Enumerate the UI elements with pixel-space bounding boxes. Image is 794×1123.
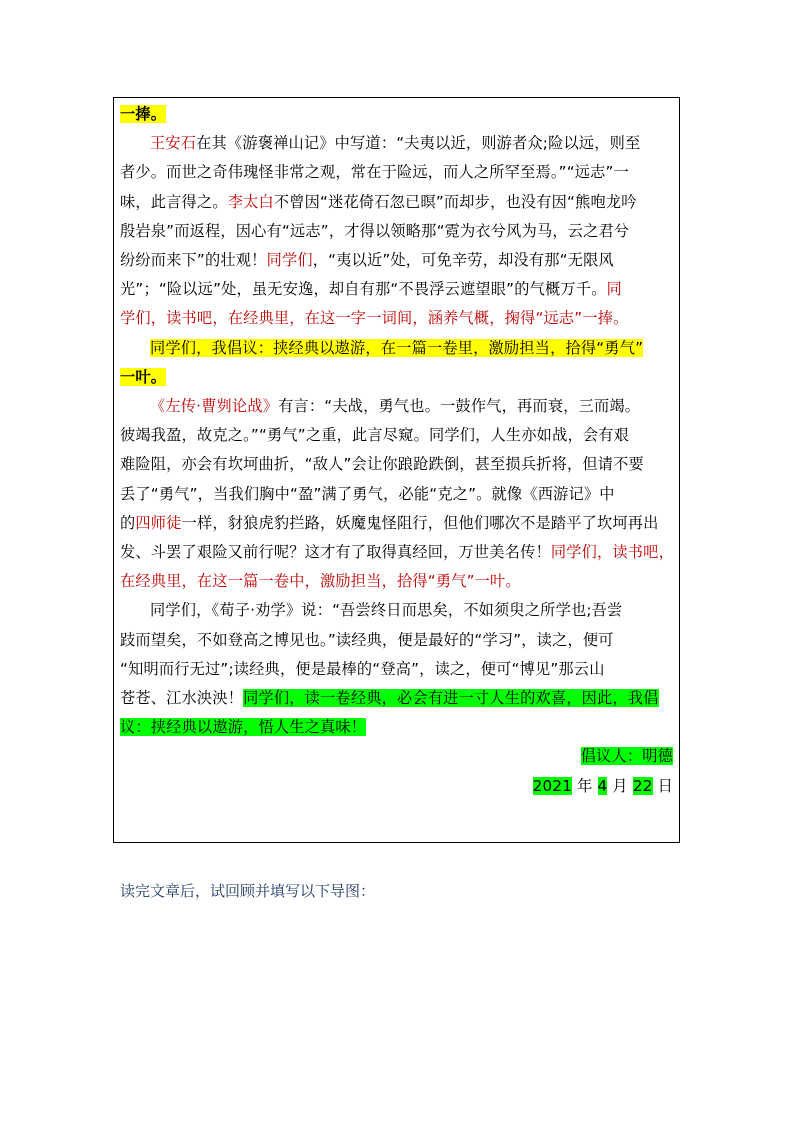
text-line [120,246,673,275]
date-month-unit: 月 [612,776,628,795]
text-line: “知明而行无过”;读经典，便是最棒的“登高”，读之，便可“博见”那云山 [120,659,605,678]
date-year: 2021 [532,776,573,795]
text-segment: 发、斗罢了艰险又前行呢？这才有了取得真经回，万世美名传！ [120,543,551,562]
text-line: 殷岩泉”而返程，因心有“远志”，才得以领略那“霓为衣兮风为马，云之君兮 [120,221,630,240]
text-segment: 光”；“险以远”处，虽无安逸，却自有那“不畏浮云遮望眼”的气概万千。 [120,280,607,299]
text-line [120,392,673,421]
text-segment: 有言：“夫战，勇气也。一鼓作气，再而衰，三而竭。 [278,397,641,416]
text-line [120,188,673,217]
date-year-unit: 年 [577,776,593,795]
red-text: 同学们，读书吧， [550,543,674,562]
text-segment: 味，此言得之。 [120,192,228,211]
name-four-disciples: 四师徒 [135,513,182,532]
text-line: 丢了“勇气”，当我们胸中“盈”满了勇气，必能“克之”。就像《西游记》中 [120,484,615,503]
green-highlight-text: 议：挟经典以遨游，悟人生之真味！ [120,718,367,737]
date-day: 22 [632,776,653,795]
text-line [120,684,673,713]
text-segment: 苍苍、江水泱泱！ [120,689,244,708]
highlight-text: 同学们，我倡议：挟经典以遨游，在一篇一卷里，激励担当，拾得“勇气” [150,338,644,357]
red-text: 同学们 [266,251,313,270]
name-wang-anshi: 王安石 [150,134,197,153]
text-segment: 的 [120,513,136,532]
green-highlight-text: 同学们，读一卷经典，必会有进一寸人生的欢喜，因此，我倡 [243,689,659,708]
instruction-text: 读完文章后，试回顾并填写以下导图： [120,882,376,900]
text-segment: 纷纷而来下”的壮观！ [120,251,267,270]
text-line [120,538,673,567]
date-line [120,772,673,801]
paragraph-zuozhuan [120,392,673,596]
text-line [120,713,673,742]
paragraph-wang-anshi [120,129,673,333]
highlight-text: 一捧。 [120,105,167,123]
text-line: 难险阻，亦会有坎坷曲折，“敌人”会让你踉跄跌倒，甚至损兵折将，但请不要 [120,455,644,474]
paragraph-end-prev [120,100,673,129]
date-month: 4 [597,776,608,795]
text-line: 学们，读书吧，在经典里，在这一字一词间，涵养气概，掬得“远志”一捧。 [120,309,629,328]
text-line [120,129,673,158]
text-segment: ，“夷以近”处，可免辛劳，却没有那“无限风 [312,251,614,270]
article-box [113,97,680,843]
text-line: 彼竭我盈，故克之。”“勇气”之重，此言尽窥。同学们，人生亦如战，会有艰 [120,426,630,445]
name-li-taibai: 李太白 [227,192,274,211]
text-segment: 一样，豺狼虎豹拦路，妖魔鬼怪阻行，但他们哪次不是踏平了坎坷再出 [181,513,659,532]
signature-line [120,742,673,771]
highlight-text: 一叶。 [120,367,167,386]
text-segment: 不曾因“迷花倚石忽已暝”而却步，也没有因“熊咆龙吟 [273,192,637,211]
paragraph-xunzi [120,596,673,742]
text-line: 在经典里，在这一篇一卷中，激励担当，拾得“勇气”一叶。 [120,572,521,591]
text-line: 同学们，《荀子·劝学》说：“吾尝终日而思矣，不如须臾之所学也;吾尝 [150,601,623,620]
text-line [120,363,673,392]
text-line [120,509,673,538]
signature: 倡议人：明德 [580,747,673,766]
text-line [120,275,673,304]
paragraph-proposal [120,334,673,392]
date-day-unit: 日 [657,776,673,795]
text-line [120,334,673,363]
text-segment: 在其《游褒禅山记》中写道：“夫夷以近，则游者众;险以远，则至 [196,134,641,153]
red-text: 同 [606,280,622,299]
text-line: 者少。而世之奇伟瑰怪非常之观，常在于险远，而人之所罕至焉。”“远志”一 [120,163,630,182]
text-line: 跂而望矣，不如登高之博见也。”读经典，便是最好的“学习”，读之，便可 [120,630,614,649]
book-title-zuozhuan: 《左传·曹刿论战》 [150,397,279,416]
